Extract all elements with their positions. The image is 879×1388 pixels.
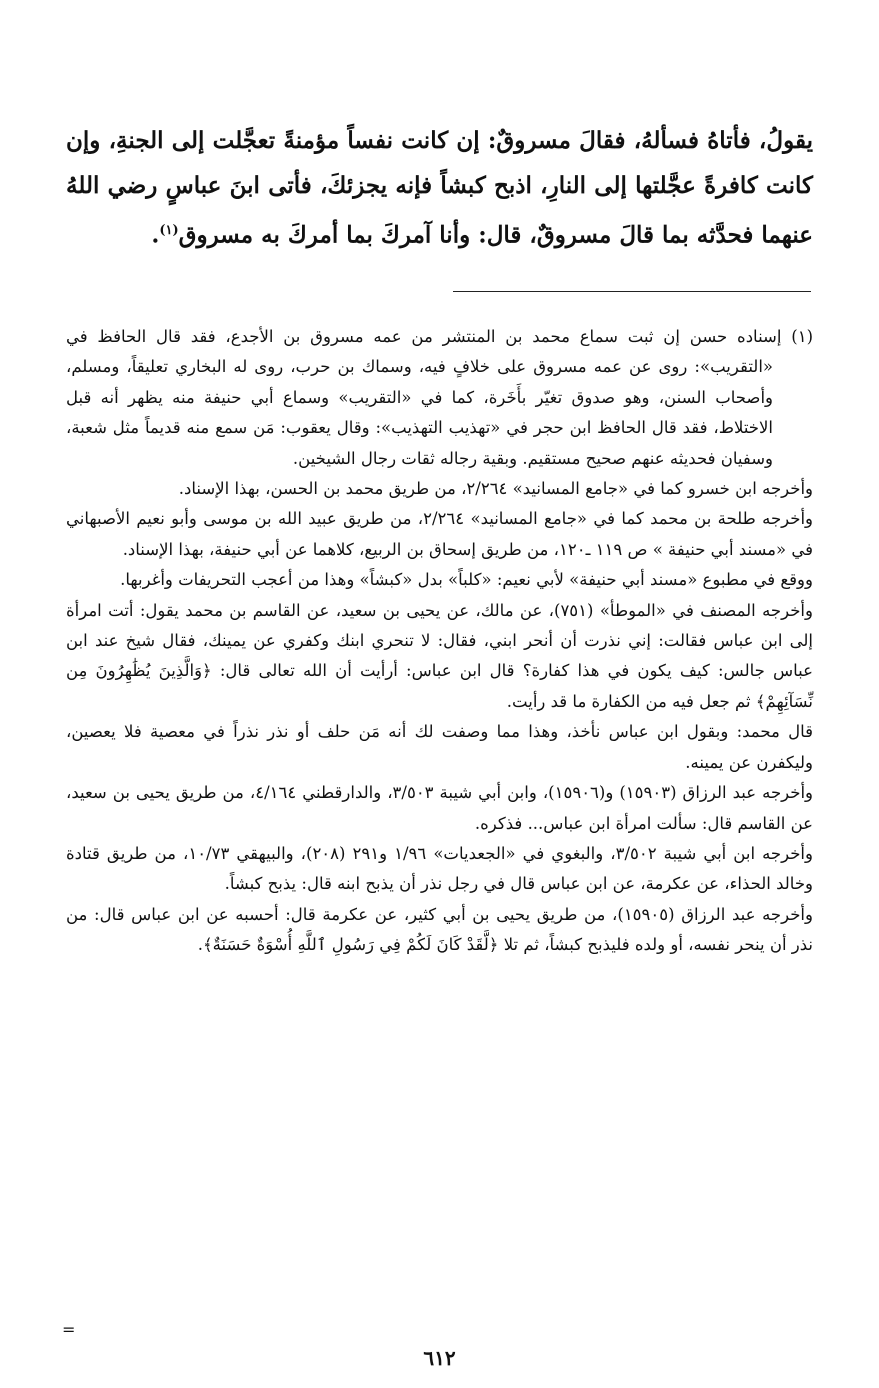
- footnote-paragraph: وأخرجه ابن خسرو كما في «جامع المسانيد» ٢/٢٦٤، من طريق محمد بن الحسن، بهذا الإسناد.: [178, 479, 813, 499]
- footnote-reference: (١): [159, 223, 179, 238]
- footnote-paragraph: ووقع في مطبوع «مسند أبي حنيفة» لأبي نعيم: «كلباً» بدل «كبشاً» وهذا من أعجب التحريفات وأغربها.: [120, 570, 813, 590]
- footnote-paragraph: وأخرجه عبد الرزاق (١٥٩٠٥)، من طريق يحيى بن أبي كثير، عن عكرمة قال: أحسبه عن ابن عباس قال: من نذر أن ينحر نفسه، أو ولده فليذبح كبشاً، ثم تلا ﴿لَّقَدْ كَانَ لَكُمْ فِي رَسُولِ ٱللَّهِ أُسْوَةٌ حَسَنَةٌ﴾.: [66, 904, 813, 955]
- footnote-paragraph: وأخرجه ابن أبي شيبة ٣/٥٠٢، والبغوي في «الجعديات» ١/٩٦ و٢٩١ (٢٠٨)، والبيهقي ١٠/٧٣، من طريق قتادة وخالد الحذاء، عن عكرمة، عن ابن عباس قال في رجل نذر أن يذبح ابنه قال: يذبح كبشاً.: [66, 843, 813, 894]
- main-text-block: [66, 118, 813, 258]
- footnote-paragraph: قال محمد: وبقول ابن عباس نأخذ، وهذا مما وصفت لك أنه مَن حلف أو نذر نذراً في معصية فلا يعصين، وليكفرن عن يمينه.: [66, 722, 813, 772]
- footnote-1: (١) إسناده حسن إن ثبت سماع محمد بن المنتشر من عمه مسروق بن الأجدع، فقد قال الحافظ في «التقريب»: روى عن عمه مسروق على خلافٍ فيه، وسماك بن حرب، روى له البخاري تعليقاً، ومسلم، وأصحاب السنن، وهو صدوق تغيّر بأَخَرة، كما في «التقريب» وسماع أبي حنيفة منه يظهر أنه قبل الاختلاط، فقد قال الحافظ ابن حجر في «تهذيب التهذيب»: وقال يعقوب: مَن سمع منه قديماً مثل شعبة، وسفيان فحديثه عنهم صحيح مستقيم. وبقية رجاله ثقات رجال الشيخين.: [66, 327, 813, 468]
- main-paragraph: يقولُ، فأتاهُ فسألهُ، فقالَ مسروقٌ: إن كانت نفساً مؤمنةً تعجَّلت إلى الجنةِ، وإن كانت كافرةً عجَّلتها إلى النارِ، اذبح كبشاً فإنه يجزئكَ، فأتى ابنَ عباسٍ رضي اللهُ عنهما فحدَّثه بما قالَ مسروقٌ، قال: وأنا آمركَ بما أمركَ به مسروق$^{(١)}$.: [66, 127, 813, 249]
- footnote-paragraph: وأخرجه عبد الرزاق (١٥٩٠٣) و(١٥٩٠٦)، وابن أبي شيبة ٣/٥٠٣، والدارقطني ٤/١٦٤، من طريق يحيى بن سعيد، عن القاسم قال: سألت امرأة ابن عباس... فذكره.: [66, 783, 814, 833]
- page-number: ٦١٢: [423, 1346, 456, 1370]
- footnote-separator: [453, 291, 811, 292]
- main-text: يقولُ، فأتاهُ فسألهُ، فقالَ مسروقٌ: إن كانت نفساً مؤمنةً تعجَّلت إلى الجنةِ، وإن كانت كافرةً عجَّلتها إلى النارِ، اذبح كبشاً فإنه يجزئكَ، فأتى ابنَ عباسٍ رضي اللهُ عنهما فحدَّثه بما قالَ مسروقٌ، قال: وأنا آمركَ بما أمركَ به مسروق: [66, 127, 813, 249]
- continuation-marker: =: [62, 1320, 76, 1339]
- footnote-paragraph: وأخرجه المصنف في «الموطأ» (٧٥١)، عن مالك، عن يحيى بن سعيد، عن القاسم بن محمد يقول: أتت امرأة إلى ابن عباس فقالت: إني نذرت أن أنحر ابني، فقال: لا تنحري ابنك وكفري عن يمينك، فقال شيخ عند ابن عباس جالس: كيف يكون في هذا كفارة؟ قال ابن عباس: أرأيت أن الله تعالى قال: ﴿وَالَّذِينَ يُظَٰهِرُونَ مِن نِّسَآئِهِمْ﴾ ثم جعل فيه من الكفارة ما قد رأيت.: [66, 600, 813, 711]
- footnote-paragraph: وأخرجه طلحة بن محمد كما في «جامع المسانيد» ٢/٢٦٤، من طريق عبيد الله بن موسى وأبو نعيم الأصبهاني في «مسند أبي حنيفة » ص ١١٩ ـ١٢٠، من طريق إسحاق بن الربيع، كلاهما عن أبي حنيفة، بهذا الإسناد.: [66, 509, 814, 559]
- footnotes-block: [66, 322, 813, 961]
